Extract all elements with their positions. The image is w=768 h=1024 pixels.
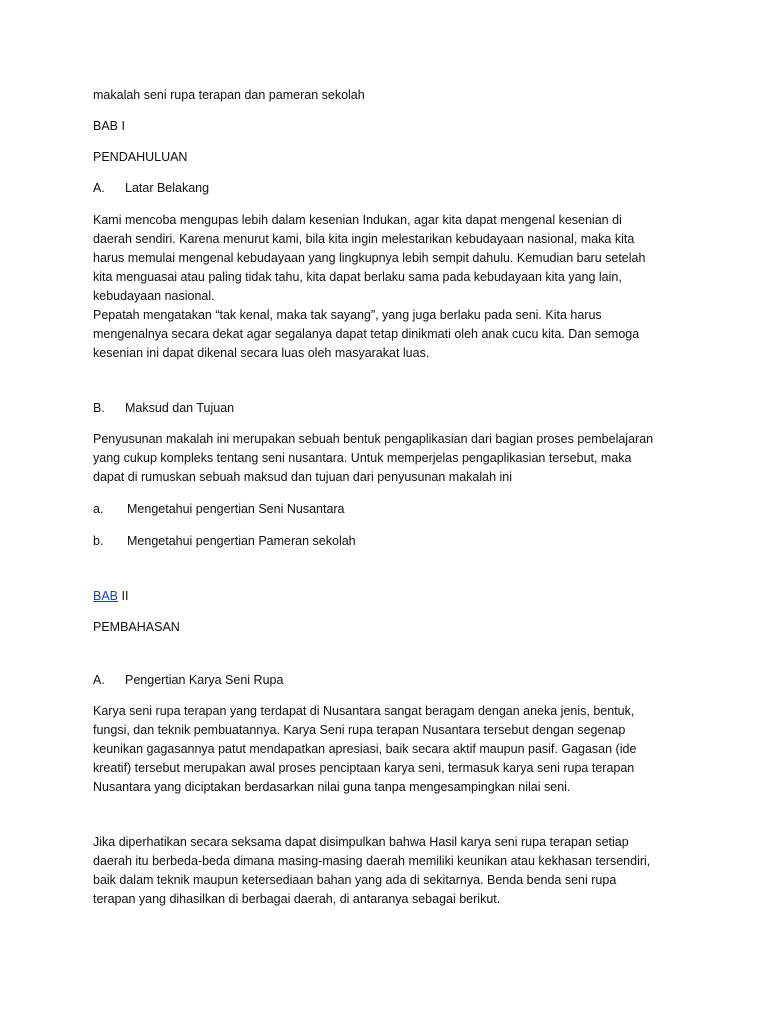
paragraph-line: kebudayaan nasional. [93, 289, 215, 303]
paragraph-line: kesenian ini dapat dikenal secara luas oleh masyarakat luas. [93, 346, 430, 360]
paragraph-line: daerah sendiri. Karena menurut kami, bila kita ingin melestarikan kebudayaan nasional, maka kita [93, 232, 635, 246]
latar-belakang-paragraph [93, 211, 683, 363]
bab2-label-number: II [118, 589, 129, 603]
section-pengertian-heading [93, 671, 683, 690]
section-pengertian-title: Pengertian Karya Seni Rupa [125, 673, 284, 687]
paragraph-line: daerah itu berbeda-beda dimana masing-masing daerah memiliki keunikan atau kekhasan tersendiri, [93, 854, 651, 868]
list-item-marker: b. [93, 534, 104, 548]
document-page [93, 86, 683, 909]
document-title: makalah seni rupa terapan dan pameran sekolah [93, 88, 365, 102]
paragraph-line: Pepatah mengatakan “tak kenal, maka tak sayang”, yang juga berlaku pada seni. Kita harus [93, 308, 602, 322]
paragraph-line: mengenalnya secara dekat agar segalanya dapat tetap dinikmati oleh anak cucu kita. Dan semoga [93, 327, 640, 341]
paragraph-line: Kami mencoba mengupas lebih dalam kesenian Indukan, agar kita dapat mengenal kesenian di [93, 213, 622, 227]
list-item [93, 532, 683, 551]
list-item-marker: a. [93, 502, 104, 516]
bab2-heading: PEMBAHASAN [93, 620, 180, 634]
paragraph-line: keunikan gagasannya patut mendapatkan apresiasi, baik secara aktif maupun pasif. Gagasan (ide [93, 742, 637, 756]
paragraph-line: kita menguasai atau paling tidak tahu, kita dapat berlaku sama pada kebudayaan kita yang lain, [93, 270, 622, 284]
paragraph-line: yang cukup kompleks tentang seni nusantara. Untuk memperjelas pengaplikasian tersebut, maka [93, 451, 632, 465]
section-b-title: Maksud dan Tujuan [125, 401, 235, 415]
list-item-text: Mengetahui pengertian Seni Nusantara [127, 502, 345, 516]
pengertian-paragraph-1 [93, 702, 683, 797]
paragraph-line: dapat di rumuskan sebuah maksud dan tujuan dari penyusunan makalah ini [93, 470, 513, 484]
list-item [93, 500, 683, 519]
pengertian-paragraph-2 [93, 833, 683, 909]
paragraph-line: harus memulai mengenal kebudayaan yang lingkupnya lebih sempit dahulu. Kemudian baru setelah [93, 251, 646, 265]
section-b-marker: B. [93, 401, 105, 415]
paragraph-line: Jika diperhatikan secara seksama dapat disimpulkan bahwa Hasil karya seni rupa terapan setiap [93, 835, 629, 849]
paragraph-line: fungsi, dan teknik pembuatannya. Karya Seni rupa terapan Nusantara tersebut dengan segenap [93, 723, 626, 737]
paragraph-line: Penyusunan makalah ini merupakan sebuah bentuk pengaplikasian dari bagian proses pembelajaran [93, 432, 654, 446]
section-b-heading [93, 399, 683, 418]
bab2-label [93, 587, 683, 606]
bab1-label: BAB I [93, 119, 125, 133]
paragraph-line: kreatif) tersebut merupakan awal proses penciptaan karya seni, termasuk karya seni rupa terapan [93, 761, 635, 775]
maksud-tujuan-paragraph [93, 430, 683, 487]
paragraph-line: Karya seni rupa terapan yang terdapat di Nusantara sangat beragam dengan aneka jenis, bentuk, [93, 704, 635, 718]
section-a-marker: A. [93, 181, 105, 195]
paragraph-line: terapan yang dihasilkan di berbagai daerah, di antaranya sebagai berikut. [93, 892, 501, 906]
list-item-text: Mengetahui pengertian Pameran sekolah [127, 534, 356, 548]
bab1-heading: PENDAHULUAN [93, 150, 188, 164]
bab-link[interactable]: BAB [93, 589, 119, 603]
section-pengertian-marker: A. [93, 673, 105, 687]
paragraph-line: Nusantara yang diciptakan berdasarkan nilai guna tanpa mengesampingkan nilai seni. [93, 780, 571, 794]
section-a-title: Latar Belakang [125, 181, 210, 195]
paragraph-line: baik dalam teknik maupun ketersediaan bahan yang ada di sekitarnya. Benda benda seni rupa [93, 873, 617, 887]
section-a-heading [93, 179, 683, 198]
